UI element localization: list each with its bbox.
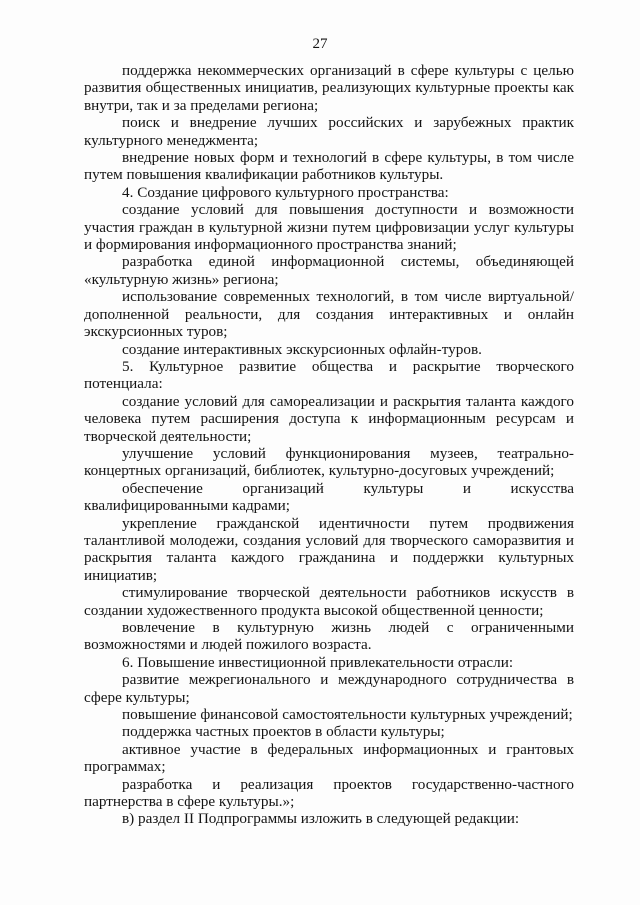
document-body — [84, 62, 574, 828]
paragraph: активное участие в федеральных информационных и грантовых программах; — [84, 740, 574, 776]
paragraph: использование современных технологий, в том числе виртуальной/дополненной реальности, для создания интерактивных и онлайн экскурсионных туров; — [84, 288, 574, 341]
paragraph: внедрение новых форм и технологий в сфере культуры, в том числе путем повышения квалификации работников культуры. — [84, 149, 574, 184]
paragraph: поддержка некоммерческих организаций в сфере культуры с целью развития общественных инициатив, реализующих культурные проекты как внутри, так и за пределами региона; — [84, 62, 574, 114]
paragraph: укрепление гражданской идентичности путем продвижения талантливой молодежи, создания условий для творческого саморазвития и раскрытия таланта каждого гражданина и поддержки культурных инициатив; — [84, 514, 574, 584]
paragraph: развитие межрегионального и международного сотрудничества в сфере культуры; — [84, 671, 574, 706]
section-heading: 5. Культурное развитие общества и раскрытие творческого потенциала: — [84, 357, 574, 393]
paragraph: улучшение условий функционирования музеев, театрально-концертных организаций, библиотек, культурно-досуговых учреждений; — [84, 444, 574, 480]
paragraph: поддержка частных проектов в области культуры; — [122, 723, 445, 741]
paragraph: в) раздел II Подпрограммы изложить в следующей редакции: — [122, 810, 520, 828]
paragraph: разработка и реализация проектов государственно-частного партнерства в сфере культуры.»; — [84, 775, 574, 811]
paragraph: вовлечение в культурную жизнь людей с ограниченными возможностями и людей пожилого возраста. — [84, 619, 574, 654]
page-number: 27 — [312, 36, 328, 52]
paragraph: стимулирование творческой деятельности работников искусств в создании художественного продукта высокой общественной ценности; — [84, 584, 574, 619]
paragraph: поиск и внедрение лучших российских и зарубежных практик культурного менеджмента; — [84, 114, 574, 149]
paragraph: создание условий для повышения доступности и возможности участия граждан в культурной жизни путем цифровизации услуг культуры и формирования информационного пространства знаний; — [84, 201, 574, 254]
section-heading: 6. Повышение инвестиционной привлекательности отрасли: — [122, 653, 514, 671]
paragraph: повышение финансовой самостоятельности культурных учреждений; — [122, 706, 573, 724]
paragraph: создание условий для самореализации и раскрытия таланта каждого человека путем расширения доступа к информационным ресурсам и творческой деятельности; — [84, 392, 574, 445]
paragraph: создание интерактивных экскурсионных офлайн-туров. — [122, 340, 482, 358]
paragraph: обеспечение организаций культуры и искусства квалифицированными кадрами; — [84, 479, 574, 515]
section-heading: 4. Создание цифрового культурного пространства: — [122, 183, 449, 201]
paragraph: разработка единой информационной системы, объединяющей «культурную жизнь» региона; — [84, 253, 574, 288]
